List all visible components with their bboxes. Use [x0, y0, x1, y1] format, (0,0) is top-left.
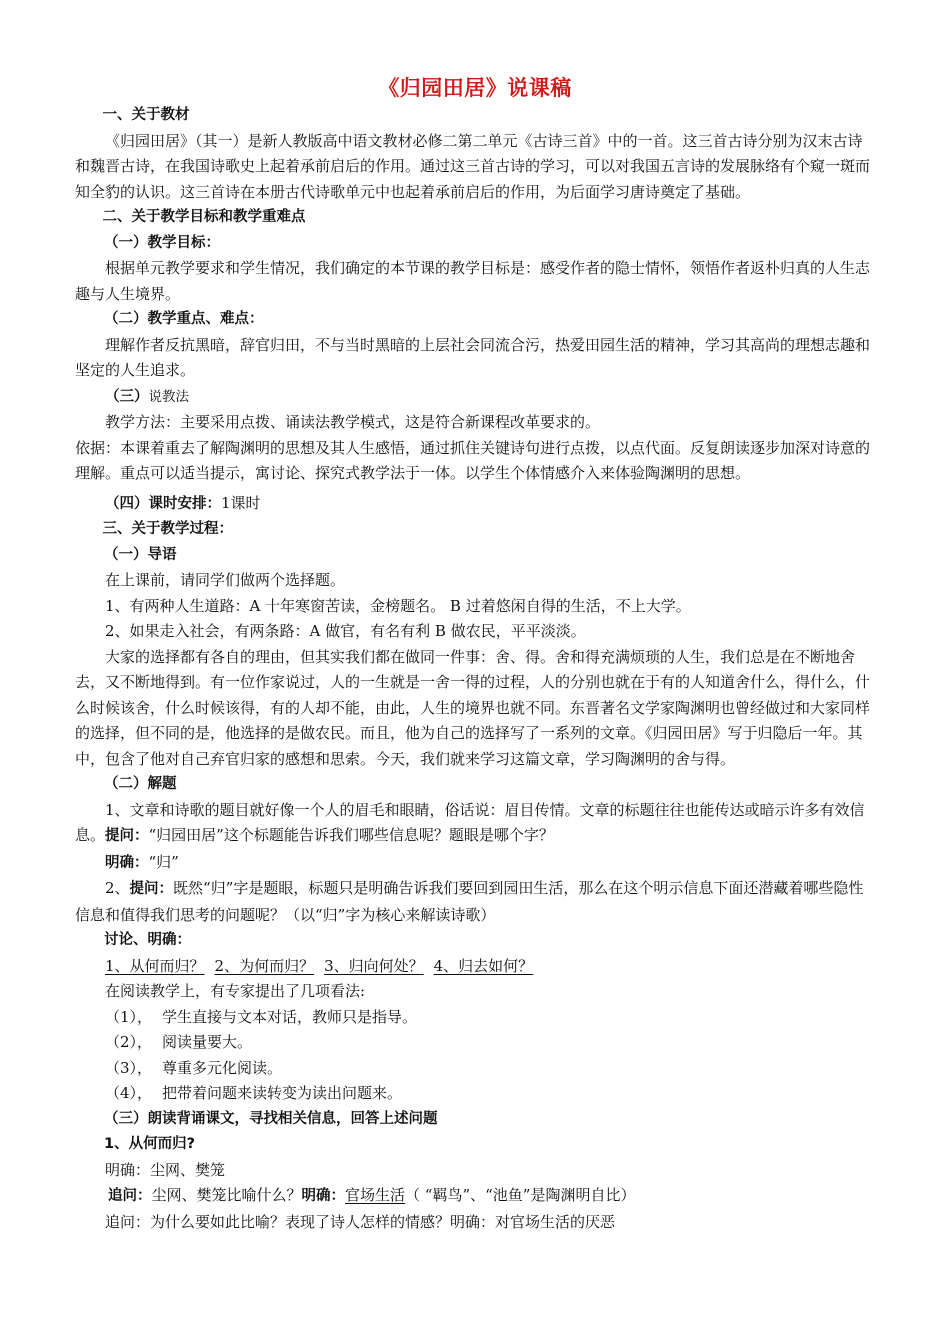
- clarify-1-value: “归”: [148, 852, 179, 871]
- title-analysis-1-text: 1、文章和诗歌的题目就好像一个人的眉毛和眼睛，俗话说：眉目传情。文章的标题往往也能传达或暗示许多有效信息。: [75, 800, 865, 844]
- discussion-questions: [75, 954, 875, 980]
- choice-question-1: 1、有两种人生道路：A 十年寒窗苦读，金榜题名。 B 过着悠闲自得的生活，不上大学。: [105, 596, 691, 615]
- teaching-goal-heading: （一）教学目标：: [104, 234, 220, 251]
- follow-up-1-text: 尘网、樊笼比喻什么？: [151, 1186, 302, 1204]
- title-analysis-1-label: 提问：: [105, 828, 149, 844]
- discussion-heading: 讨论、明确：: [104, 932, 191, 948]
- intro-paragraph: 大家的选择都有各自的理由，但其实我们都在做同一件事：舍、得。舍和得充满烦琐的人生，我们总是在不断地舍去，又不断地得到。有一位作家说过，人的一生就是一舍一得的过程，人的分别也就在于有的人知道舍什么，得什么，什么时候该舍，什么时候该得，有的人却不能，由此，人生的境界也就不同。东晋著名文学家陶渊明也曾经做过和大家同样的选择，但不同的是，他选择的是做农民。而且，他为自己的选择写了一系列的文章。《归园田居》写于归隐后一年。其中，包含了他对自己弃官归家的感想和思索。今天，我们就来学习这篇文章，学习陶渊明的舍与得。: [75, 647, 871, 768]
- follow-up-1-answer: 官场生活: [345, 1186, 406, 1204]
- reading-view-4-text: 把带着问题来读转变为读出问题来。: [162, 1084, 403, 1102]
- reading-view-4: [75, 1081, 875, 1107]
- title-analysis-1-question: “归园田居”这个标题能告诉我们哪些信息呢？题眼是哪个字？: [148, 826, 554, 844]
- key-points-heading: （二）教学重点、难点：: [104, 311, 264, 327]
- teaching-method-heading: [75, 384, 875, 411]
- reading-view-2: [75, 1030, 875, 1056]
- key-points-text: 理解作者反抗黑暗，辞官归田，不与当时黑暗的上层社会同流合污，热爱田园生活的精神，学习其高尚的理想志趣和坚定的人生追求。: [75, 335, 871, 379]
- reading-view-1-text: 学生直接与文本对话，教师只是指导。: [162, 1007, 418, 1026]
- document-title: 《归园田居》说课稿: [378, 76, 572, 100]
- discussion-question-2: 2、为何而归？: [214, 956, 315, 975]
- title-analysis-2-label: 提问：: [129, 881, 174, 897]
- follow-up-2: 追问：为什么要如此比喻？表现了诗人怎样的情感？明确：对官场生活的厌恶: [105, 1212, 616, 1231]
- reading-view-4-num: （4），: [105, 1084, 153, 1102]
- reading-task-heading: （三）朗读背诵课文，寻找相关信息，回答上述问题: [104, 1110, 438, 1127]
- reading-view-1-num: （1），: [105, 1007, 153, 1026]
- reading-view-1: [75, 1005, 875, 1031]
- section-1-paragraph: 《归园田居》（其一）是新人教版高中语文教材必修二第二单元《古诗三首》中的一首。这三首古诗分别为汉末古诗和魏晋古诗，在我国诗歌史上起着承前启后的作用。通过这三首古诗的学习，可以对我国五言诗的发展脉络有个窥一斑而知全豹的认识。这三首诗在本册古代诗歌单元中也起着承前启后的作用，为后面学习唐诗奠定了基础。: [75, 131, 871, 201]
- title-analysis-2-num: 2、: [105, 879, 130, 897]
- follow-up-1-note: （ “羁鸟”、“池鱼”是陶渊明自比）: [405, 1186, 636, 1204]
- discussion-question-4: 4、归去如何？: [433, 956, 534, 975]
- document-body: [75, 103, 875, 1235]
- clarify-1-label: 明确：: [105, 854, 149, 871]
- title-analysis-2-text: 既然“归”字是题眼，标题只是明确告诉我们要回到园田生活，那么在这个明示信息下面还潜藏着哪些隐性信息和值得我们思考的问题呢？（以“归”字为核心来解读诗歌）: [75, 879, 864, 924]
- follow-up-1-clarify-label: 明确：: [301, 1188, 346, 1204]
- teaching-method-text: 教学方法：主要采用点拨、诵读法教学模式，这是符合新课程改革要求的。: [105, 413, 601, 431]
- teaching-method-basis: 依据：本课着重去了解陶渊明的思想及其人生感悟，通过抓住关键诗句进行点拨，以点代面。反复朗读逐步加深对诗意的理解。重点可以适当提示，寓讨论、探究式教学法于一体。以学生个体情感介入来体验陶渊明的思想。: [75, 438, 871, 482]
- section-1-heading: 一、关于教材: [102, 107, 190, 123]
- teaching-method-label: 说教法: [148, 388, 189, 405]
- section-2-heading: 二、关于教学目标和教学重难点: [102, 209, 306, 225]
- reading-view-3-num: （3），: [105, 1058, 153, 1077]
- schedule-line: [75, 491, 875, 518]
- clarify-1: [75, 850, 875, 877]
- title-analysis-1: [75, 798, 875, 850]
- section-3-heading: 三、关于教学过程：: [102, 521, 234, 537]
- schedule-heading: （四）课时安排：: [105, 495, 221, 512]
- discussion-question-3: 3、归向何处？: [324, 956, 424, 975]
- reading-view-2-num: （2），: [105, 1033, 153, 1051]
- where-from-answer: 明确：尘网、樊笼: [105, 1160, 226, 1179]
- intro-heading: （一）导语: [104, 546, 177, 563]
- title-analysis-2: [75, 876, 875, 928]
- reading-view-3: [75, 1056, 875, 1082]
- teaching-method-prefix: （三）: [105, 388, 149, 405]
- reading-view-2-text: 阅读量要大。: [162, 1033, 253, 1051]
- discussion-question-1: 1、从何而归？: [105, 956, 205, 975]
- where-from-question: 1、从何而归?: [104, 1136, 195, 1152]
- follow-up-1-label: 追问：: [108, 1188, 152, 1204]
- choice-question-2: 2、如果走入社会，有两条路：A 做官，有名有利 B 做农民，平平淡淡。: [105, 622, 586, 640]
- follow-up-1: [75, 1183, 875, 1210]
- teaching-goal-text: 根据单元教学要求和学生情况，我们确定的本节课的教学目标是：感受作者的隐士情怀，领悟作者返朴归真的人生志趣与人生境界。: [75, 259, 871, 303]
- schedule-value: 1课时: [221, 493, 261, 512]
- title-analysis-heading: （二）解题: [104, 776, 177, 792]
- intro-text: 在上课前，请同学们做两个选择题。: [105, 571, 346, 589]
- reading-view-3-text: 尊重多元化阅读。: [162, 1058, 283, 1077]
- reading-views-intro: 在阅读教学上，有专家提出了几项看法:: [105, 982, 366, 1000]
